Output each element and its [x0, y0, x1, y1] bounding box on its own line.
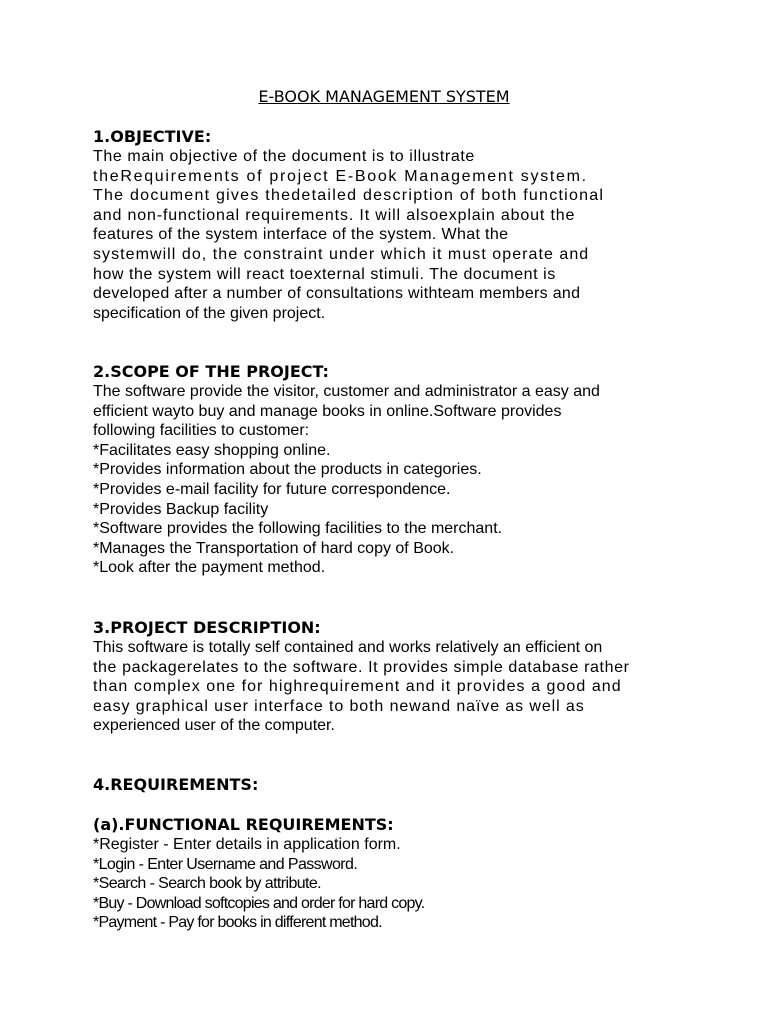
description-heading: 3.PROJECT DESCRIPTION:	[93, 618, 321, 637]
scope-line: *Facilitates easy shopping online.	[93, 441, 331, 459]
scope-section	[93, 361, 683, 578]
requirement-item: *Payment - Pay for books in different method.	[93, 914, 382, 932]
objective-section	[93, 126, 683, 323]
description-line: easy graphical user interface to both newand naïve as well as	[93, 697, 585, 715]
objective-line: systemwill do, the constraint under which it must operate and	[93, 245, 590, 263]
scope-line: *Provides information about the products in categories.	[93, 461, 482, 479]
scope-line: The software provide the visitor, customer and administrator a easy and	[93, 383, 600, 400]
objective-line: The main objective of the document is to illustrate	[93, 148, 475, 165]
description-section	[93, 617, 683, 736]
functional-heading: (a).FUNCTIONAL REQUIREMENTS:	[93, 815, 394, 834]
scope-line: *Provides e-mail facility for future correspondence.	[93, 480, 451, 498]
objective-heading: 1.OBJECTIVE:	[93, 127, 212, 146]
requirements-section	[93, 774, 683, 795]
requirement-item: *Search - Search book by attribute.	[93, 875, 322, 893]
scope-line: *Manages the Transportation of hard copy of Book.	[93, 539, 455, 557]
objective-line: features of the system interface of the system. What the	[93, 226, 509, 244]
requirement-item: *Buy - Download softcopies and order for hard copy.	[93, 894, 425, 912]
document-title: E-BOOK MANAGEMENT SYSTEM	[258, 87, 510, 106]
requirements-heading: 4.REQUIREMENTS:	[93, 775, 259, 794]
objective-line: how the system will react toexternal stimuli. The document is	[93, 265, 556, 283]
scope-line: *Look after the payment method.	[93, 559, 326, 577]
objective-line: developed after a number of consultations withteam members and	[93, 285, 581, 303]
description-line: This software is totally self contained and works relatively an efficient on	[93, 639, 603, 656]
objective-line: and non-functional requirements. It will alsoexplain about the	[93, 206, 576, 224]
scope-line: following facilities to customer:	[93, 422, 310, 440]
objective-line: theRequirements of project E-Book Management system.	[93, 167, 588, 185]
objective-line: The document gives thedetailed description of both functional	[93, 187, 605, 205]
description-line: than complex one for highrequirement and it provides a good and	[93, 678, 622, 696]
requirement-item: *Register - Enter details in application form.	[93, 836, 401, 853]
scope-heading: 2.SCOPE OF THE PROJECT:	[93, 362, 329, 381]
description-line: experienced user of the computer.	[93, 717, 335, 735]
scope-line: *Software provides the following facilities to the merchant.	[93, 520, 503, 538]
functional-requirements	[93, 814, 683, 933]
description-line: the packagerelates to the software. It provides simple database rather	[93, 658, 630, 676]
objective-line: specification of the given project.	[93, 304, 326, 322]
scope-line: efficient wayto buy and manage books in online.Software provides	[93, 402, 562, 420]
scope-line: *Provides Backup facility	[93, 500, 269, 518]
requirement-item: *Login - Enter Username and Password.	[93, 855, 358, 873]
